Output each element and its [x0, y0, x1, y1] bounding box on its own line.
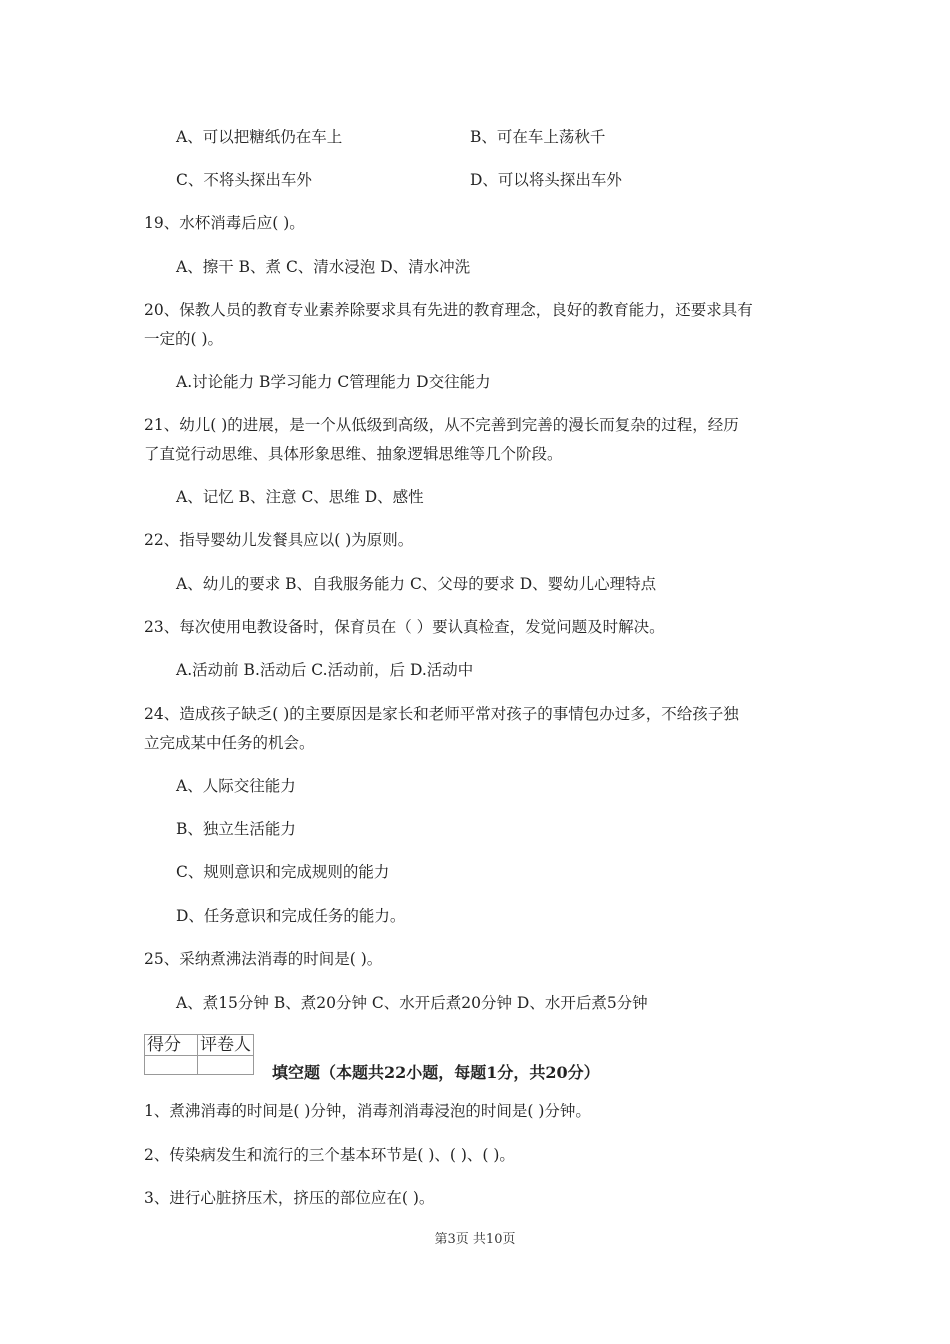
q24-question-line2: 立完成某中任务的机会。 — [144, 734, 315, 752]
q22-question: 22、指导婴幼儿发餐具应以( )为原则。 — [144, 531, 414, 549]
score-table — [144, 1034, 254, 1075]
section-title: 填空题（本题共22小题，每题1分，共20分） — [272, 1063, 600, 1082]
q20-question-line1: 20、保教人员的教育专业素养除要求具有先进的教育理念，良好的教育能力，还要求具有 — [144, 301, 753, 319]
q21-question-line1: 21、幼儿( )的进展，是一个从低级到高级，从不完善到完善的漫长而复杂的过程，经历 — [144, 416, 739, 434]
q23-question: 23、每次使用电教设备时，保育员在（ ）要认真检查，发觉问题及时解决。 — [144, 618, 665, 636]
fill-blank-3: 3、进行心脏挤压术，挤压的部位应在( )。 — [144, 1189, 435, 1207]
q24-option-c: C、规则意识和完成规则的能力 — [176, 863, 390, 881]
q25-options: A、煮15分钟 B、煮20分钟 C、水开后煮20分钟 D、水开后煮5分钟 — [176, 994, 648, 1012]
fill-blank-2: 2、传染病发生和流行的三个基本环节是( )、( )、( )。 — [144, 1146, 515, 1164]
page-footer: 第3页 共10页 — [434, 1232, 516, 1247]
fill-blank-1: 1、煮沸消毒的时间是( )分钟，消毒剂消毒浸泡的时间是( )分钟。 — [144, 1102, 591, 1120]
q20-options: A.讨论能力 B学习能力 C管理能力 D交往能力 — [176, 373, 491, 391]
q24-option-b: B、独立生活能力 — [176, 820, 296, 838]
q19-options: A、擦干 B、煮 C、清水浸泡 D、清水冲洗 — [176, 258, 471, 276]
q24-option-d: D、任务意识和完成任务的能力。 — [176, 907, 406, 925]
q21-options: A、记忆 B、注意 C、思维 D、感性 — [176, 488, 424, 506]
q22-options: A、幼儿的要求 B、自我服务能力 C、父母的要求 D、婴幼儿心理特点 — [176, 575, 657, 593]
reviewer-label: 评卷人 — [198, 1035, 254, 1056]
q24-question-line1: 24、造成孩子缺乏( )的主要原因是家长和老师平常对孩子的事情包办过多，不给孩子独 — [144, 705, 739, 723]
q18-option-c: C、不将头探出车外 — [176, 171, 312, 189]
q24-option-a: A、人际交往能力 — [176, 777, 296, 795]
q20-question-line2: 一定的( )。 — [144, 330, 224, 348]
score-label: 得分 — [145, 1035, 198, 1056]
q18-option-a: A、可以把糖纸仍在车上 — [176, 128, 343, 146]
q18-option-d: D、可以将头探出车外 — [470, 171, 622, 189]
q21-question-line2: 了直觉行动思维、具体形象思维、抽象逻辑思维等几个阶段。 — [144, 445, 563, 463]
q18-option-b: B、可在车上荡秋千 — [470, 128, 606, 146]
q25-question: 25、采纳煮沸法消毒的时间是( )。 — [144, 950, 383, 968]
score-cell — [145, 1056, 198, 1075]
reviewer-cell — [198, 1056, 254, 1075]
q19-question: 19、水杯消毒后应( )。 — [144, 214, 305, 232]
q23-options: A.活动前 B.活动后 C.活动前，后 D.活动中 — [176, 661, 474, 679]
